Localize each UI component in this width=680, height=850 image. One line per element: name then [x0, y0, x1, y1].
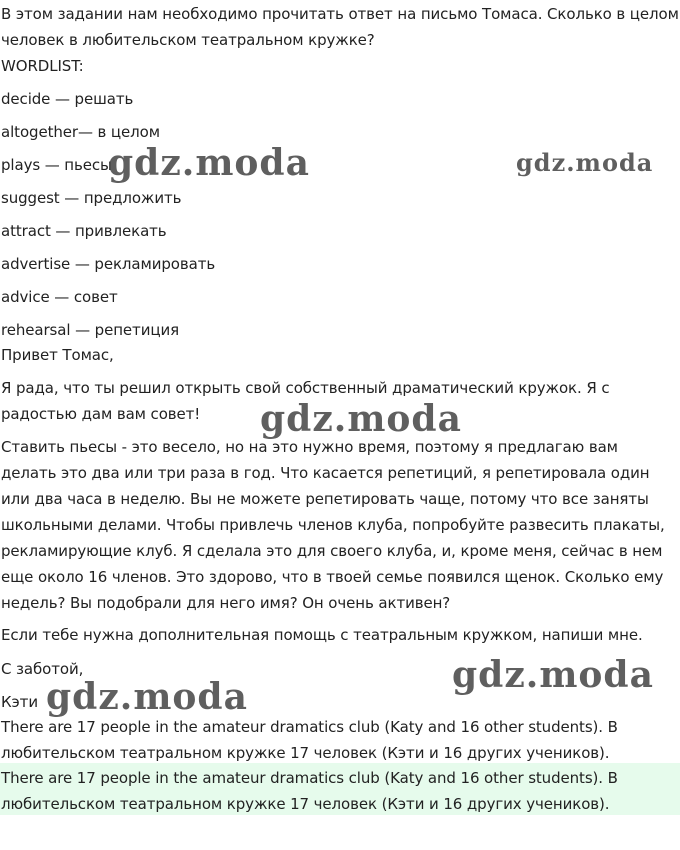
letter-signature: Кэти: [1, 693, 38, 711]
letter-paragraph-1: Я рада, что ты решил открыть свой собственный драматический кружок. Я с радостью дам вам совет!: [1, 379, 610, 423]
watermark-logo: gdz.moda: [452, 654, 654, 696]
wordlist-item: attract — привлекать: [1, 222, 167, 240]
answer-line-1: There are 17 people in the amateur dramatics club (Katy and 16 other students). В: [1, 718, 618, 736]
wordlist-item: rehearsal — репетиция: [1, 321, 180, 339]
wordlist-item: plays — пьесы: [1, 156, 112, 174]
letter-greeting: Привет Томас,: [1, 346, 114, 364]
letter-paragraph-3: Если тебе нужна дополнительная помощь с театральным кружком, напиши мне.: [1, 626, 643, 644]
watermark-logo: gdz.moda: [260, 398, 462, 440]
watermark-logo: gdz.moda: [108, 142, 310, 184]
wordlist-item: decide — решать: [1, 90, 134, 108]
wordlist-item: advice — совет: [1, 288, 118, 306]
letter-closing: С заботой,: [1, 660, 84, 678]
highlighted-answer-line-2: любительском театральном кружке 17 человек (Кэти и 16 других учеников).: [1, 795, 610, 813]
wordlist-heading: WORDLIST:: [1, 57, 84, 75]
letter-paragraph-2: Ставить пьесы - это весело, но на это нужно время, поэтому я предлагаю вам делать это два или три раза в год. Что касается репетиций, я репетировала один или два часа в неделю. Вы не можете репетировать чаще, потому что все заняты школьными делами. Чтобы привлечь членов клуба, попробуйте развесить плакаты, рекламирующие клуб. Я сделала это для своего клуба, и, кроме меня, сейчас в нем еще около 16 членов. Это здорово, что в твоей семье появился щенок. Сколько ему недель? Вы подобрали для него имя? Он очень активен?: [1, 438, 665, 612]
wordlist-item: suggest — предложить: [1, 189, 182, 207]
wordlist-item: advertise — рекламировать: [1, 255, 216, 273]
highlighted-answer-line-1: There are 17 people in the amateur dramatics club (Katy and 16 other students). В: [1, 769, 618, 787]
task-line-1: В этом задании нам необходимо прочитать ответ на письмо Томаса. Сколько в целом: [1, 5, 679, 23]
watermark-logo: gdz.moda: [46, 676, 248, 718]
watermark-logo: gdz.moda: [516, 148, 654, 177]
answer-line-2: любительском театральном кружке 17 человек (Кэти и 16 других учеников).: [1, 744, 610, 762]
task-line-2: человек в любительском театральном кружке?: [1, 31, 375, 49]
wordlist-item: altogether— в целом: [1, 123, 160, 141]
